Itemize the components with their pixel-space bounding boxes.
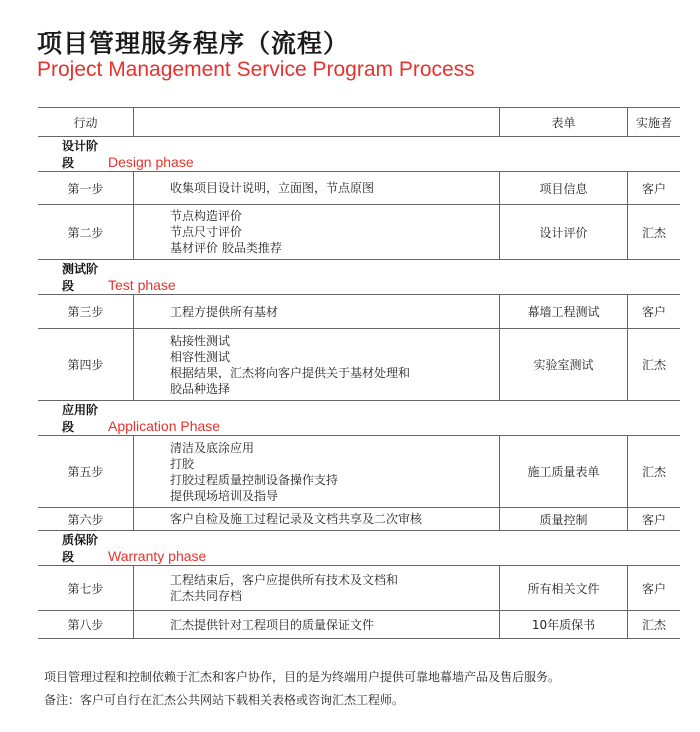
step-tasks: [134, 295, 500, 329]
step-label: 第五步: [38, 436, 134, 508]
task-line: 胶品种选择: [170, 381, 231, 396]
step-form: 10年质保书: [500, 611, 628, 639]
step-tasks: [134, 436, 500, 508]
phase-name-cn: 设计阶段: [62, 139, 99, 170]
table-row: [38, 329, 680, 401]
phase-row: [38, 531, 680, 566]
header-action: 行动: [38, 108, 134, 137]
phase-cell: [38, 531, 680, 566]
table-row: [38, 205, 680, 260]
step-executor: 客户: [628, 508, 681, 531]
task-line: 客户自检及施工过程记录及文档共享及二次审核: [170, 512, 423, 526]
table-header-row: [38, 108, 680, 137]
step-executor: 客户: [628, 295, 681, 329]
step-executor: 汇杰: [628, 205, 681, 260]
step-label: 第七步: [38, 566, 134, 611]
header-form: 表单: [500, 108, 628, 137]
phase-name-en: Design phase: [108, 154, 194, 170]
step-form: 施工质量表单: [500, 436, 628, 508]
table-row: [38, 295, 680, 329]
phase-name-cn: 测试阶段: [62, 262, 99, 293]
step-executor: 客户: [628, 566, 681, 611]
step-label: 第二步: [38, 205, 134, 260]
step-executor: 汇杰: [628, 436, 681, 508]
phase-cell: [38, 137, 680, 172]
step-label: 第一步: [38, 172, 134, 205]
footer-note: 项目管理过程和控制依赖于汇杰和客户协作，目的是为终端用户提供可靠地幕墙产品及售后服务。: [44, 670, 561, 684]
header-task: [134, 108, 500, 137]
task-line: 工程结束后，客户应提供所有技术及文档和: [170, 573, 399, 587]
phase-row: [38, 401, 680, 436]
task-line: 节点尺寸评价: [170, 225, 243, 239]
footer-remark: 备注：客户可自行在汇杰公共网站下载相关表格或咨询汇杰工程师。: [44, 693, 405, 707]
step-form: 幕墙工程测试: [500, 295, 628, 329]
phase-name-cn: 质保阶段: [62, 533, 99, 564]
step-form: 设计评价: [500, 205, 628, 260]
task-line: 打胶过程质量控制设备操作支持: [170, 472, 339, 487]
table-row: [38, 172, 680, 205]
step-label: 第六步: [38, 508, 134, 531]
step-executor: 汇杰: [628, 611, 681, 639]
task-line: 相容性测试: [170, 349, 231, 364]
phase-row: [38, 260, 680, 295]
step-label: 第四步: [38, 329, 134, 401]
task-line: 清洁及底涂应用: [170, 440, 255, 455]
phase-row: [38, 137, 680, 172]
step-form: 实验室测试: [500, 329, 628, 401]
step-form: 项目信息: [500, 172, 628, 205]
phase-name-en: Warranty phase: [108, 548, 207, 564]
task-line: 粘接性测试: [170, 333, 231, 348]
step-form: 质量控制: [500, 508, 628, 531]
step-tasks: [134, 508, 500, 531]
task-line: 收集项目设计说明，立面图，节点原图: [170, 181, 375, 195]
task-line: 基材评价 胶品类推荐: [170, 241, 282, 255]
task-line: 工程方提供所有基材: [170, 304, 279, 319]
step-executor: 客户: [628, 172, 681, 205]
task-line: 根据结果，汇杰将向客户提供关于基材处理和: [170, 365, 411, 380]
page-title: 项目管理服务程序（流程）: [37, 29, 350, 58]
step-tasks: [134, 329, 500, 401]
phase-name-en: Application Phase: [108, 418, 221, 434]
step-executor: 汇杰: [628, 329, 681, 401]
phase-cell: [38, 401, 680, 436]
table-row: [38, 611, 680, 639]
table-row: [38, 508, 680, 531]
step-tasks: [134, 172, 500, 205]
step-tasks: [134, 205, 500, 260]
task-line: 汇杰提供针对工程项目的质量保证文件: [170, 617, 375, 632]
step-tasks: [134, 566, 500, 611]
table-row: [38, 436, 680, 508]
step-label: 第八步: [38, 611, 134, 639]
task-line: 提供现场培训及指导: [170, 488, 279, 503]
header-executor: 实施者: [628, 108, 681, 137]
table-row: [38, 566, 680, 611]
task-line: 节点构造评价: [170, 209, 243, 223]
step-tasks: [134, 611, 500, 639]
process-table: [38, 107, 680, 639]
task-line: 汇杰共同存档: [170, 589, 243, 603]
step-label: 第三步: [38, 295, 134, 329]
page-subtitle: Project Management Service Program Process: [37, 58, 475, 81]
phase-name-en: Test phase: [108, 277, 176, 293]
phase-name-cn: 应用阶段: [62, 403, 99, 434]
step-form: 所有相关文件: [500, 566, 628, 611]
task-line: 打胶: [170, 456, 195, 471]
phase-cell: [38, 260, 680, 295]
